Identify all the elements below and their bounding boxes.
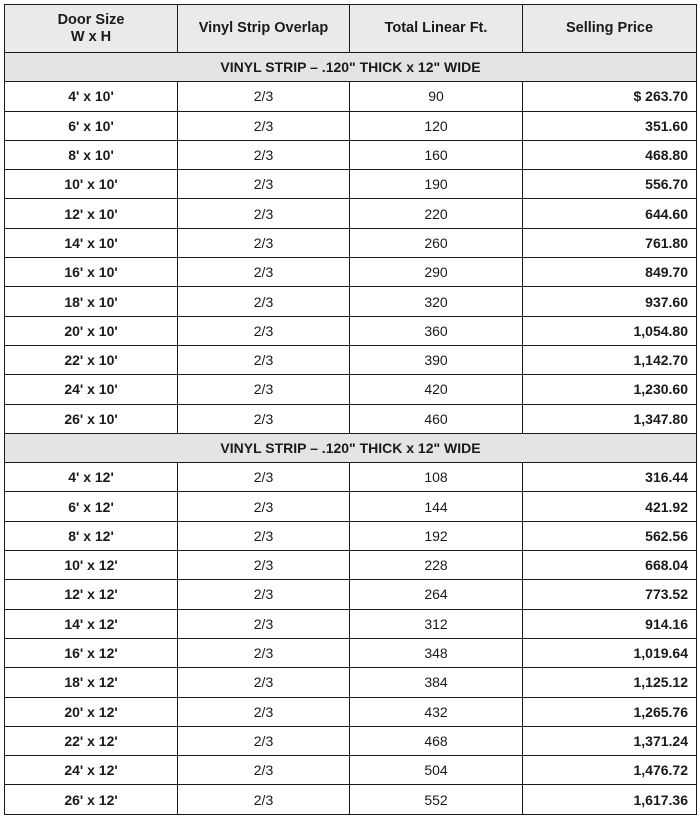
table-row <box>5 580 697 609</box>
door-size-cell: 16' x 12' <box>5 638 178 667</box>
overlap-cell: 2/3 <box>178 492 350 521</box>
door-size-cell: 14' x 12' <box>5 609 178 638</box>
overlap-cell: 2/3 <box>178 345 350 374</box>
section-header-row <box>5 433 697 462</box>
price-table-container <box>4 4 696 815</box>
table-row <box>5 375 697 404</box>
table-row <box>5 463 697 492</box>
overlap-cell: 2/3 <box>178 199 350 228</box>
selling-price-cell: 1,230.60 <box>523 375 697 404</box>
linear-ft-cell: 290 <box>350 258 523 287</box>
linear-ft-cell: 192 <box>350 521 523 550</box>
linear-ft-cell: 260 <box>350 228 523 257</box>
linear-ft-cell: 552 <box>350 785 523 814</box>
linear-ft-cell: 320 <box>350 287 523 316</box>
door-size-cell: 6' x 10' <box>5 111 178 140</box>
table-row <box>5 316 697 345</box>
door-size-cell: 10' x 10' <box>5 170 178 199</box>
overlap-cell: 2/3 <box>178 551 350 580</box>
table-row <box>5 199 697 228</box>
linear-ft-cell: 120 <box>350 111 523 140</box>
linear-ft-cell: 160 <box>350 140 523 169</box>
linear-ft-cell: 90 <box>350 82 523 111</box>
overlap-cell: 2/3 <box>178 726 350 755</box>
overlap-cell: 2/3 <box>178 785 350 814</box>
selling-price-cell: 421.92 <box>523 492 697 521</box>
linear-ft-cell: 360 <box>350 316 523 345</box>
section-header-row <box>5 53 697 82</box>
door-size-cell: 16' x 10' <box>5 258 178 287</box>
overlap-cell: 2/3 <box>178 140 350 169</box>
overlap-cell: 2/3 <box>178 170 350 199</box>
door-size-cell: 20' x 10' <box>5 316 178 345</box>
door-size-cell: 6' x 12' <box>5 492 178 521</box>
door-size-cell: 24' x 12' <box>5 756 178 785</box>
selling-price-cell: 1,617.36 <box>523 785 697 814</box>
door-size-cell: 4' x 10' <box>5 82 178 111</box>
table-row <box>5 345 697 374</box>
header-door-size-line2: W x H <box>70 28 112 45</box>
linear-ft-cell: 390 <box>350 345 523 374</box>
linear-ft-cell: 432 <box>350 697 523 726</box>
selling-price-cell: 556.70 <box>523 170 697 199</box>
table-row <box>5 726 697 755</box>
selling-price-cell: 849.70 <box>523 258 697 287</box>
table-row <box>5 521 697 550</box>
header-door-size-line1: Door Size <box>57 11 125 28</box>
section-title: VINYL STRIP – .120" THICK x 12" WIDE <box>5 433 697 462</box>
selling-price-cell: 468.80 <box>523 140 697 169</box>
linear-ft-cell: 190 <box>350 170 523 199</box>
table-row <box>5 668 697 697</box>
linear-ft-cell: 420 <box>350 375 523 404</box>
selling-price-cell: 1,142.70 <box>523 345 697 374</box>
overlap-cell: 2/3 <box>178 756 350 785</box>
overlap-cell: 2/3 <box>178 609 350 638</box>
linear-ft-cell: 460 <box>350 404 523 433</box>
door-size-cell: 12' x 12' <box>5 580 178 609</box>
linear-ft-cell: 228 <box>350 551 523 580</box>
overlap-cell: 2/3 <box>178 111 350 140</box>
selling-price-cell: $ 263.70 <box>523 82 697 111</box>
linear-ft-cell: 504 <box>350 756 523 785</box>
overlap-cell: 2/3 <box>178 375 350 404</box>
table-row <box>5 756 697 785</box>
door-size-cell: 4' x 12' <box>5 463 178 492</box>
table-header <box>5 5 697 53</box>
header-door-size <box>5 5 178 53</box>
door-size-cell: 20' x 12' <box>5 697 178 726</box>
selling-price-cell: 1,125.12 <box>523 668 697 697</box>
door-size-cell: 26' x 10' <box>5 404 178 433</box>
overlap-cell: 2/3 <box>178 638 350 667</box>
selling-price-cell: 773.52 <box>523 580 697 609</box>
price-table <box>4 4 697 815</box>
door-size-cell: 14' x 10' <box>5 228 178 257</box>
door-size-cell: 22' x 12' <box>5 726 178 755</box>
table-row <box>5 404 697 433</box>
header-overlap: Vinyl Strip Overlap <box>178 5 350 53</box>
selling-price-cell: 761.80 <box>523 228 697 257</box>
linear-ft-cell: 312 <box>350 609 523 638</box>
table-row <box>5 551 697 580</box>
table-row <box>5 258 697 287</box>
selling-price-cell: 316.44 <box>523 463 697 492</box>
table-row <box>5 140 697 169</box>
selling-price-cell: 1,347.80 <box>523 404 697 433</box>
overlap-cell: 2/3 <box>178 228 350 257</box>
linear-ft-cell: 264 <box>350 580 523 609</box>
linear-ft-cell: 384 <box>350 668 523 697</box>
table-row <box>5 228 697 257</box>
section-title: VINYL STRIP – .120" THICK x 12" WIDE <box>5 53 697 82</box>
door-size-cell: 18' x 12' <box>5 668 178 697</box>
door-size-cell: 24' x 10' <box>5 375 178 404</box>
door-size-cell: 22' x 10' <box>5 345 178 374</box>
selling-price-cell: 351.60 <box>523 111 697 140</box>
table-row <box>5 287 697 316</box>
overlap-cell: 2/3 <box>178 404 350 433</box>
selling-price-cell: 1,371.24 <box>523 726 697 755</box>
overlap-cell: 2/3 <box>178 668 350 697</box>
overlap-cell: 2/3 <box>178 697 350 726</box>
overlap-cell: 2/3 <box>178 521 350 550</box>
selling-price-cell: 1,476.72 <box>523 756 697 785</box>
selling-price-cell: 1,265.76 <box>523 697 697 726</box>
overlap-cell: 2/3 <box>178 316 350 345</box>
table-row <box>5 638 697 667</box>
door-size-cell: 8' x 10' <box>5 140 178 169</box>
door-size-cell: 8' x 12' <box>5 521 178 550</box>
selling-price-cell: 937.60 <box>523 287 697 316</box>
overlap-cell: 2/3 <box>178 463 350 492</box>
header-linear-ft: Total Linear Ft. <box>350 5 523 53</box>
overlap-cell: 2/3 <box>178 82 350 111</box>
door-size-cell: 18' x 10' <box>5 287 178 316</box>
overlap-cell: 2/3 <box>178 258 350 287</box>
table-row <box>5 492 697 521</box>
door-size-cell: 26' x 12' <box>5 785 178 814</box>
table-row <box>5 170 697 199</box>
overlap-cell: 2/3 <box>178 580 350 609</box>
door-size-cell: 12' x 10' <box>5 199 178 228</box>
linear-ft-cell: 468 <box>350 726 523 755</box>
selling-price-cell: 1,054.80 <box>523 316 697 345</box>
table-row <box>5 697 697 726</box>
table-row <box>5 785 697 814</box>
overlap-cell: 2/3 <box>178 287 350 316</box>
table-body <box>5 53 697 815</box>
linear-ft-cell: 108 <box>350 463 523 492</box>
table-row <box>5 609 697 638</box>
linear-ft-cell: 220 <box>350 199 523 228</box>
table-row <box>5 82 697 111</box>
selling-price-cell: 668.04 <box>523 551 697 580</box>
header-selling-price: Selling Price <box>523 5 697 53</box>
selling-price-cell: 644.60 <box>523 199 697 228</box>
header-row <box>5 5 697 53</box>
selling-price-cell: 1,019.64 <box>523 638 697 667</box>
selling-price-cell: 914.16 <box>523 609 697 638</box>
table-row <box>5 111 697 140</box>
door-size-cell: 10' x 12' <box>5 551 178 580</box>
linear-ft-cell: 348 <box>350 638 523 667</box>
linear-ft-cell: 144 <box>350 492 523 521</box>
selling-price-cell: 562.56 <box>523 521 697 550</box>
